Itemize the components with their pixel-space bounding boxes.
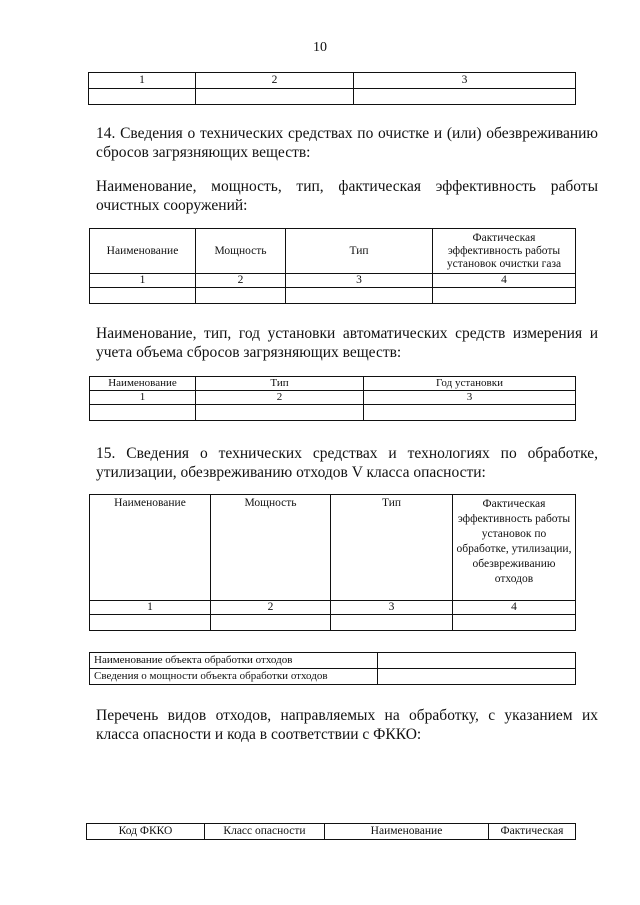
table-cell — [433, 288, 576, 304]
section15-heading: 15. Сведения о технических средствах и технологиях по обработке, утилизации, обезвреживанию отходов V класса опасности: — [96, 445, 598, 481]
table-cell — [196, 89, 354, 105]
table-header: Тип — [331, 495, 453, 601]
table-cell — [453, 615, 576, 631]
table-cell: 2 — [196, 274, 286, 288]
table-cell — [354, 89, 576, 105]
table-cell — [90, 405, 196, 421]
table-cell — [331, 615, 453, 631]
table-cell — [378, 653, 576, 669]
section15-list-intro: Перечень видов отходов, направляемых на обработку, с указанием их класса опасности и кода в соответствии с ФККО: — [96, 707, 598, 743]
table-cell — [89, 89, 196, 105]
table-cell: Наименование объекта обработки отходов — [90, 653, 378, 669]
table-header: Тип — [286, 229, 433, 274]
table-header: Наименование — [90, 495, 211, 601]
section14-subheading-1: Наименование, мощность, тип, фактическая эффективность работы очистных сооружений: — [96, 178, 598, 214]
table-cell: 3 — [364, 391, 576, 405]
table-cell — [286, 288, 433, 304]
table-header: Мощность — [196, 229, 286, 274]
page-number: 10 — [313, 40, 327, 55]
table-header: Фактическая эффективность работы установок по обработке, утилизации, обезвреживанию отходов — [453, 495, 576, 601]
table-cell: 1 — [90, 391, 196, 405]
section15-table-3 — [86, 823, 576, 840]
table-header: Код ФККО — [87, 824, 205, 840]
table-header: Фактическая эффективность работы установок очистки газа — [433, 229, 576, 274]
table-cell: Сведения о мощности объекта обработки отходов — [90, 669, 378, 685]
table-cell: 1 — [90, 274, 196, 288]
table-cell — [90, 288, 196, 304]
table-header: Наименование — [325, 824, 489, 840]
table-cell: 3 — [354, 73, 576, 89]
table-cell: 1 — [90, 601, 211, 615]
table-cell: 3 — [286, 274, 433, 288]
section14-table-2 — [89, 376, 576, 421]
table-cell: 2 — [211, 601, 331, 615]
table-cell — [196, 288, 286, 304]
table-cell: 1 — [89, 73, 196, 89]
table-cell — [211, 615, 331, 631]
table-header: Наименование — [90, 377, 196, 391]
section15-table-1 — [89, 494, 576, 631]
table-header: Тип — [196, 377, 364, 391]
table-cell — [90, 615, 211, 631]
table-cell: 2 — [196, 73, 354, 89]
section14-subheading-2: Наименование, тип, год установки автоматических средств измерения и учета объема сбросов загрязняющих веществ: — [96, 325, 598, 361]
table-header: Наименование — [90, 229, 196, 274]
table-cell — [378, 669, 576, 685]
table-cell — [364, 405, 576, 421]
table-header: Фактическая — [489, 824, 576, 840]
table-header: Мощность — [211, 495, 331, 601]
table-cell — [196, 405, 364, 421]
section14-heading: 14. Сведения о технических средствах по очистке и (или) обезвреживанию сбросов загрязняющих веществ: — [96, 125, 598, 161]
table-header: Класс опасности — [205, 824, 325, 840]
section14-table-1 — [89, 228, 576, 304]
table-cell: 4 — [433, 274, 576, 288]
section15-table-2 — [89, 652, 576, 685]
top-table — [88, 72, 576, 105]
table-cell: 2 — [196, 391, 364, 405]
table-cell: 4 — [453, 601, 576, 615]
table-header: Год установки — [364, 377, 576, 391]
table-cell: 3 — [331, 601, 453, 615]
